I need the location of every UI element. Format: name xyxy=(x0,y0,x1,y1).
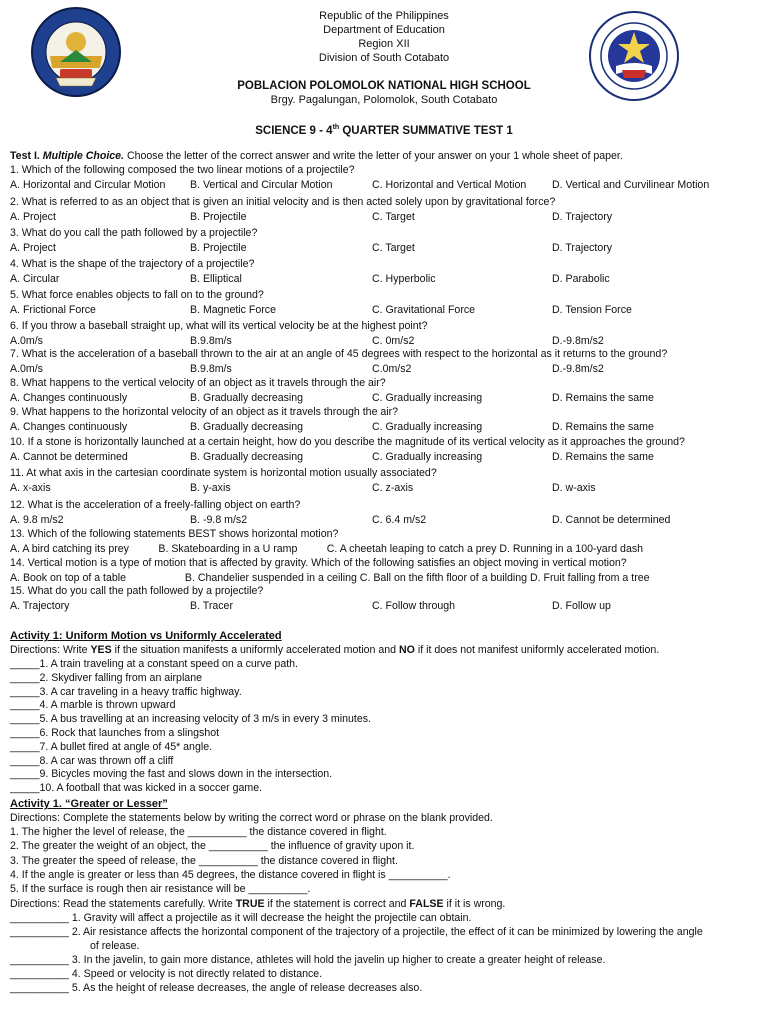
question-text: 3. What do you call the path followed by a projectile? xyxy=(10,227,258,239)
answer-option: C. Hyperbolic xyxy=(372,273,436,285)
answer-option: C. Follow through xyxy=(372,600,456,612)
true-false-directions: Directions: Read the statements carefully. Write TRUE if the statement is correct and FALSE if it is wrong. xyxy=(10,898,506,910)
answer-option: C. Gradually increasing xyxy=(372,451,483,463)
activity1-item: _____7. A bullet fired at angle of 45* angle. xyxy=(10,740,213,753)
activity1-item: _____5. A bus travelling at an increasing velocity of 3 m/s in every 3 minutes. xyxy=(10,713,371,726)
activity1-item: _____8. A car was thrown off a cliff xyxy=(10,754,174,767)
true-false-item: __________ 4. Speed or velocity is not directly related to distance. xyxy=(10,968,323,980)
answer-option: C. z-axis xyxy=(372,482,414,494)
answer-option: A.0m/s xyxy=(10,363,43,375)
answer-option: B. Gradually decreasing xyxy=(190,451,304,463)
answer-option: D.-9.8m/s2 xyxy=(552,363,604,375)
answer-option: A. x-axis xyxy=(10,482,51,494)
answer-option: A. Cannot be determined xyxy=(10,451,128,463)
answer-option-line: A. Book on top of a table B. Chandelier suspended in a ceiling C. Ball on the fifth floor of a building D. Fruit falling from a tree xyxy=(10,572,650,584)
answer-options xyxy=(10,481,760,495)
answer-option: A. Frictional Force xyxy=(10,304,96,316)
answer-option: A. Changes continuously xyxy=(10,421,128,433)
activity1-item: _____3. A car traveling in a heavy traffic highway. xyxy=(10,685,242,698)
answer-option: B. Gradually decreasing xyxy=(190,392,304,404)
answer-option: A. Project xyxy=(10,242,56,254)
school-name: POBLACION POLOMOLOK NATIONAL HIGH SCHOOL xyxy=(237,80,531,92)
question-text: 8. What happens to the vertical velocity of an object as it travels through the air? xyxy=(10,377,386,389)
answer-options xyxy=(10,599,760,613)
question-text: 15. What do you call the path followed by a projectile? xyxy=(10,585,264,597)
activity1-item: _____1. A train traveling at a constant speed on a curve path. xyxy=(10,658,298,670)
republic-line: Republic of the Philippines xyxy=(319,10,449,22)
question-text: 14. Vertical motion is a type of motion that is affected by gravity. Which of the following satisfies an object moving in vertical motion? xyxy=(10,557,627,569)
answer-option: D. Remains the same xyxy=(552,421,654,433)
answer-option: D. Trajectory xyxy=(552,211,613,223)
true-false-item: __________ 1. Gravity will affect a projectile as it will decrease the height the projectile can obtain. xyxy=(10,912,472,924)
answer-option: B. y-axis xyxy=(190,482,231,494)
activity1-item: _____2. Skydiver falling from an airplane xyxy=(10,671,202,684)
answer-option: B. Projectile xyxy=(190,242,247,254)
answer-options xyxy=(10,450,760,464)
answer-option: D. Tension Force xyxy=(552,304,632,316)
answer-option: D. w-axis xyxy=(552,482,596,494)
activity2-directions: Directions: Complete the statements below by writing the correct word or phrase on the blank provided. xyxy=(10,812,493,824)
question-text: 9. What happens to the horizontal velocity of an object as it travels through the air? xyxy=(10,406,399,418)
question-text: 4. What is the shape of the trajectory of a projectile? xyxy=(10,258,255,270)
question-text: 11. At what axis in the cartesian coordinate system is horizontal motion usually associated? xyxy=(10,467,437,479)
question-text: 1. Which of the following composed the two linear motions of a projectile? xyxy=(10,164,355,176)
answer-options xyxy=(10,178,760,192)
activity1-directions: Directions: Write YES if the situation manifests a uniformly accelerated motion and NO if it does not manifest uniformly accelerated motion. xyxy=(10,644,660,656)
answer-options xyxy=(10,272,760,286)
answer-option: D. Parabolic xyxy=(552,273,610,285)
division-line: Division of South Cotabato xyxy=(318,52,450,64)
answer-option: C.0m/s2 xyxy=(372,363,412,375)
answer-option: A. Horizontal and Circular Motion xyxy=(10,179,166,191)
answer-option: C. Gradually increasing xyxy=(372,392,483,404)
true-false-item: __________ 2. Air resistance affects the horizontal component of the trajectory of a projectile, the effect of it can be minimized by lowering the angle xyxy=(10,926,703,938)
answer-options xyxy=(10,571,760,585)
answer-options xyxy=(10,513,760,527)
question-text: 7. What is the acceleration of a baseball thrown to the air at an angle of 45 degrees with respect to the horizontal as it returns to the ground? xyxy=(10,348,668,360)
answer-option: C. Gradually increasing xyxy=(372,421,483,433)
answer-option: B. Tracer xyxy=(190,600,233,612)
true-false-item: __________ 3. In the javelin, to gain more distance, athletes will hold the javelin up higher to create a greater height of release. xyxy=(10,954,606,966)
answer-option: A. Trajectory xyxy=(10,600,70,612)
answer-option: C. Gravitational Force xyxy=(372,304,476,316)
question-text: 12. What is the acceleration of a freely-falling object on earth? xyxy=(10,499,301,511)
answer-option: C. 0m/s2 xyxy=(372,335,415,347)
true-false-item: __________ 5. As the height of release decreases, the angle of release decreases also. xyxy=(10,982,423,994)
answer-option: A.0m/s xyxy=(10,335,43,347)
activity1-title: Activity 1: Uniform Motion vs Uniformly Accelerated xyxy=(10,630,282,642)
answer-options xyxy=(10,542,760,556)
test-title: SCIENCE 9 - 4th QUARTER SUMMATIVE TEST 1 xyxy=(255,124,513,137)
answer-options xyxy=(10,362,760,376)
activity2-item: 2. The greater the weight of an object, the __________ the influence of gravity upon it. xyxy=(10,840,415,853)
department-line: Department of Education xyxy=(323,24,445,36)
answer-option: D.-9.8m/s2 xyxy=(552,335,604,347)
activity1-item: _____6. Rock that launches from a slingshot xyxy=(10,727,220,739)
activity2-item: 4. If the angle is greater or less than 45 degrees, the distance covered in flight is __________. xyxy=(10,868,451,881)
answer-options xyxy=(10,420,760,434)
answer-option: A. Project xyxy=(10,211,56,223)
answer-options xyxy=(10,303,760,317)
answer-option: B. -9.8 m/s2 xyxy=(190,514,248,526)
school-address: Brgy. Pagalungan, Polomolok, South Cotabato xyxy=(270,94,498,106)
test1-instructions: Test I. Multiple Choice. Choose the letter of the correct answer and write the letter of your answer on your 1 whole sheet of paper. xyxy=(10,150,623,162)
answer-option: B. Magnetic Force xyxy=(190,304,276,316)
answer-option-line: A. A bird catching its prey B. Skateboarding in a U ramp C. A cheetah leaping to catch a prey D. Running in a 100-yard dash xyxy=(10,543,644,555)
answer-option: B. Vertical and Circular Motion xyxy=(190,179,333,191)
answer-option: B. Gradually decreasing xyxy=(190,421,304,433)
question-text: 2. What is referred to as an object that is given an initial velocity and is then acted solely upon by gravitational force? xyxy=(10,196,556,208)
answer-option: C. Horizontal and Vertical Motion xyxy=(372,179,527,191)
answer-option: B.9.8m/s xyxy=(190,335,232,347)
question-text: 5. What force enables objects to fall on to the ground? xyxy=(10,289,264,301)
activity1-item: _____9. Bicycles moving the fast and slows down in the intersection. xyxy=(10,768,333,781)
answer-option: C. Target xyxy=(372,211,415,223)
answer-option: A. Changes continuously xyxy=(10,392,128,404)
answer-options xyxy=(10,391,760,405)
answer-option: D. Vertical and Curvilinear Motion xyxy=(552,179,710,191)
answer-option: D. Remains the same xyxy=(552,451,654,463)
answer-options xyxy=(10,241,760,255)
answer-option: A. Circular xyxy=(10,273,60,285)
true-false-item: of release. xyxy=(90,940,140,952)
answer-option: D. Follow up xyxy=(552,600,611,612)
answer-options xyxy=(10,210,760,224)
answer-option: C. 6.4 m/s2 xyxy=(372,514,427,526)
activity1-item: _____10. A football that was kicked in a soccer game. xyxy=(10,782,263,795)
answer-option: B. Elliptical xyxy=(190,273,242,285)
answer-option: B.9.8m/s xyxy=(190,363,232,375)
answer-option: D. Trajectory xyxy=(552,242,613,254)
answer-option: D. Cannot be determined xyxy=(552,514,671,526)
question-text: 13. Which of the following statements BEST shows horizontal motion? xyxy=(10,528,339,540)
question-text: 10. If a stone is horizontally launched at a certain height, how do you describe the magnitude of its vertical velocity as it approaches the ground? xyxy=(10,436,685,448)
region-line: Region XII xyxy=(358,38,410,50)
activity2-title: Activity 1. “Greater or Lesser” xyxy=(10,798,168,810)
activity2-item: 5. If the surface is rough then air resistance will be __________. xyxy=(10,883,311,896)
answer-option: C. Target xyxy=(372,242,415,254)
answer-option: D. Remains the same xyxy=(552,392,654,404)
activity1-item: _____4. A marble is thrown upward xyxy=(10,699,176,712)
answer-options xyxy=(10,334,760,348)
question-text: 6. If you throw a baseball straight up, what will its vertical velocity be at the highest point? xyxy=(10,320,428,332)
answer-option: A. 9.8 m/s2 xyxy=(10,514,64,526)
activity2-item: 3. The greater the speed of release, the __________ the distance covered in flight. xyxy=(10,854,398,867)
answer-option: B. Projectile xyxy=(190,211,247,223)
activity2-item: 1. The higher the level of release, the __________ the distance covered in flight. xyxy=(10,826,387,838)
